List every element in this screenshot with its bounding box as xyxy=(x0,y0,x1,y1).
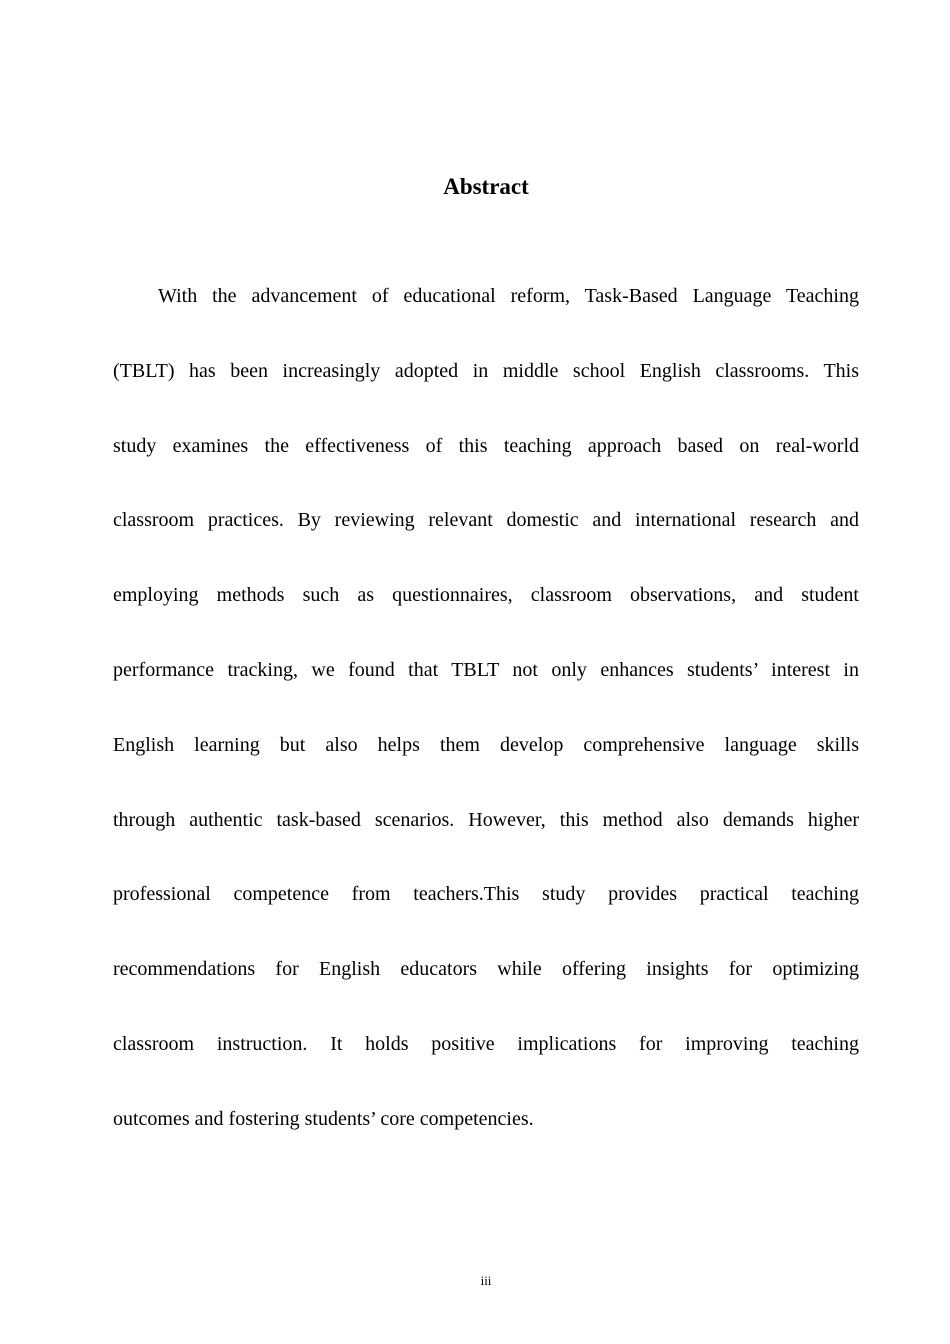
abstract-line: With the advancement of educational reform, Task-Based Language Teaching xyxy=(158,285,859,307)
abstract-line: classroom instruction. It holds positive implications for improving teaching xyxy=(113,1032,859,1055)
abstract-line: classroom practices. By reviewing relevant domestic and international research and xyxy=(113,509,859,532)
abstract-line: recommendations for English educators while offering insights for optimizing xyxy=(113,958,859,981)
page-number: iii xyxy=(480,1273,492,1288)
abstract-line: through authentic task-based scenarios. However, this method also demands higher xyxy=(113,808,859,831)
abstract-paragraph xyxy=(113,281,859,1134)
abstract-line: (TBLT) has been increasingly adopted in middle school English classrooms. This xyxy=(113,359,859,382)
abstract-line: employing methods such as questionnaires, classroom observations, and student xyxy=(113,584,859,607)
abstract-line: performance tracking, we found that TBLT not only enhances students’ interest in xyxy=(113,658,859,681)
abstract-line: English learning but also helps them develop comprehensive language skills xyxy=(113,733,859,756)
page-title: Abstract xyxy=(443,174,529,199)
abstract-line: outcomes and fostering students’ core competencies. xyxy=(113,1107,534,1130)
abstract-line: professional competence from teachers.This study provides practical teaching xyxy=(113,883,859,906)
abstract-line: study examines the effectiveness of this teaching approach based on real-world xyxy=(113,434,859,457)
